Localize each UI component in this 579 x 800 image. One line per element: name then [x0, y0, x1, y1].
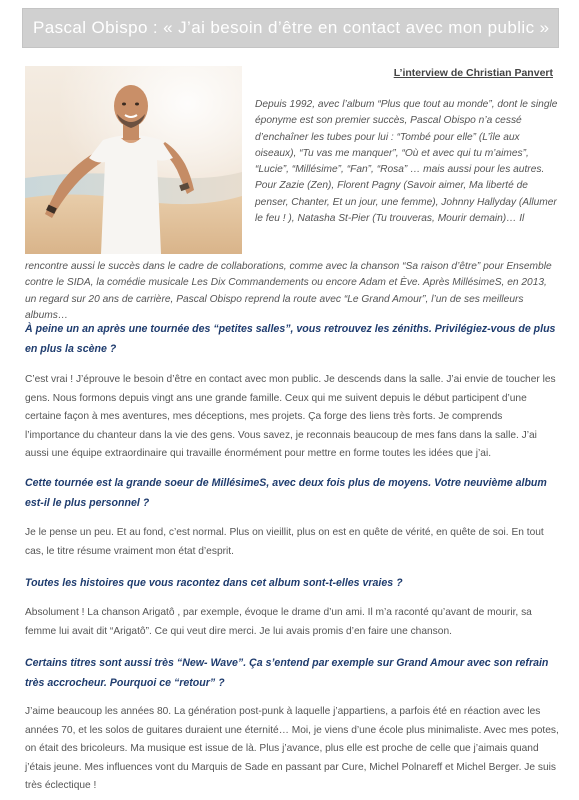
article-intro-continued: rencontre aussi le succès dans le cadre de collaborations, comme avec la chanson “Sa raison d’être” pour Ensemble contre le SIDA, la comédie musicale Les Dix Commandements ou encore Adam et Ève. Après MillésimeS, en 2013, un regard sur 20 ans de carrière, Pascal Obispo reprend la route avec “Le Grand Amour”, l’un de ses meilleurs albums…	[25, 261, 552, 321]
answer-1: C’est vrai ! J’éprouve le besoin d’être en contact avec mon public. Je descends dans la salle. J’ai envie de toucher les gens. Nous formons depuis vingt ans une grande famille. Ceux qui me suivent depuis le début participent d’une certaine façon à mes aventures, mes déceptions, mes projets. Ça forge des liens très forts. Je comprends l’importance du chanteur dans la vie des gens. Vous savez, je reconnais beaucoup de mes fans dans la salle. J’ai aussi une équipe extraordinaire qui travaille énormément pour mettre en forme toutes les idées que j’ai.	[25, 374, 556, 459]
answer-3: Absolument ! La chanson Arigatô , par exemple, évoque le drame d’un ami. Il m’a raconté qu’avant de mourir, sa femme lui avait dit “Arigatô”. Ce qui veut dire merci. Je lui avais promis d’en faire une chanson.	[25, 607, 532, 637]
artist-photo	[25, 66, 242, 254]
question-3: Toutes les histoires que vous racontez dans cet album sont-t-elles vraies ?	[25, 577, 403, 589]
article-byline: L’interview de Christian Panvert	[393, 67, 553, 79]
article-title: Pascal Obispo : « J’ai besoin d’être en contact avec mon public »	[33, 18, 550, 37]
question-1: À peine un an après une tournée des “petites salles”, vous retrouvez les zéniths. Privilégiez-vous de plus en plus la scène ?	[25, 323, 556, 355]
question-4: Certains titres sont aussi très “New- Wave”. Ça s’entend par exemple sur Grand Amour avec son refrain très accrocheur. Pourquoi ce “retour” ?	[25, 657, 549, 689]
question-2: Cette tournée est la grande soeur de MillésimeS, avec deux fois plus de moyens. Votre neuvième album est-il le plus personnel ?	[25, 477, 547, 509]
answer-2: Je le pense un peu. Et au fond, c’est normal. Plus on vieillit, plus on est en quête de vérité, en quête de soi. En tout cas, le titre résume vraiment mon état d’esprit.	[25, 527, 544, 557]
article-intro: Depuis 1992, avec l’album “Plus que tout au monde”, dont le single éponyme est son premier succès, Pascal Obispo n’a cessé d’enchaîner les tubes pour lui : “Tombé pour elle” (L’île aux oiseaux), “Tu vas me manquer”, “Où et avec qui tu m’aimes”, “Lucie”, “Millésime”, “Fan”, “Rosa” … mais aussi pour les autres. Pour Zazie (Zen), Florent Pagny (Savoir aimer, Ma liberté de penser, Chanter, Et un jour, une femme), Johnny Hallyday (Allumer le feu ! ), Natasha St-Pier (Tu trouveras, Mourir demain)… Il	[255, 99, 558, 225]
article-title-bar	[22, 8, 559, 48]
answer-4: J’aime beaucoup les années 80. La génération post-punk à laquelle j’appartiens, a parfois été en réaction avec les années 70, et les solos de guitares duraient une éternité… Moi, je viens d’une école plus minimaliste. Avec mes potes, on était des bricoleurs. Ma musique est issue de là. Plus j’avance, plus elle est proche de celle que j’aimais quand j’étais jeune. Mes influences vont du Marquis de Sade en passant par Cure, Michel Polnareff et Michel Berger. Je suis très éclectique !	[25, 706, 559, 791]
